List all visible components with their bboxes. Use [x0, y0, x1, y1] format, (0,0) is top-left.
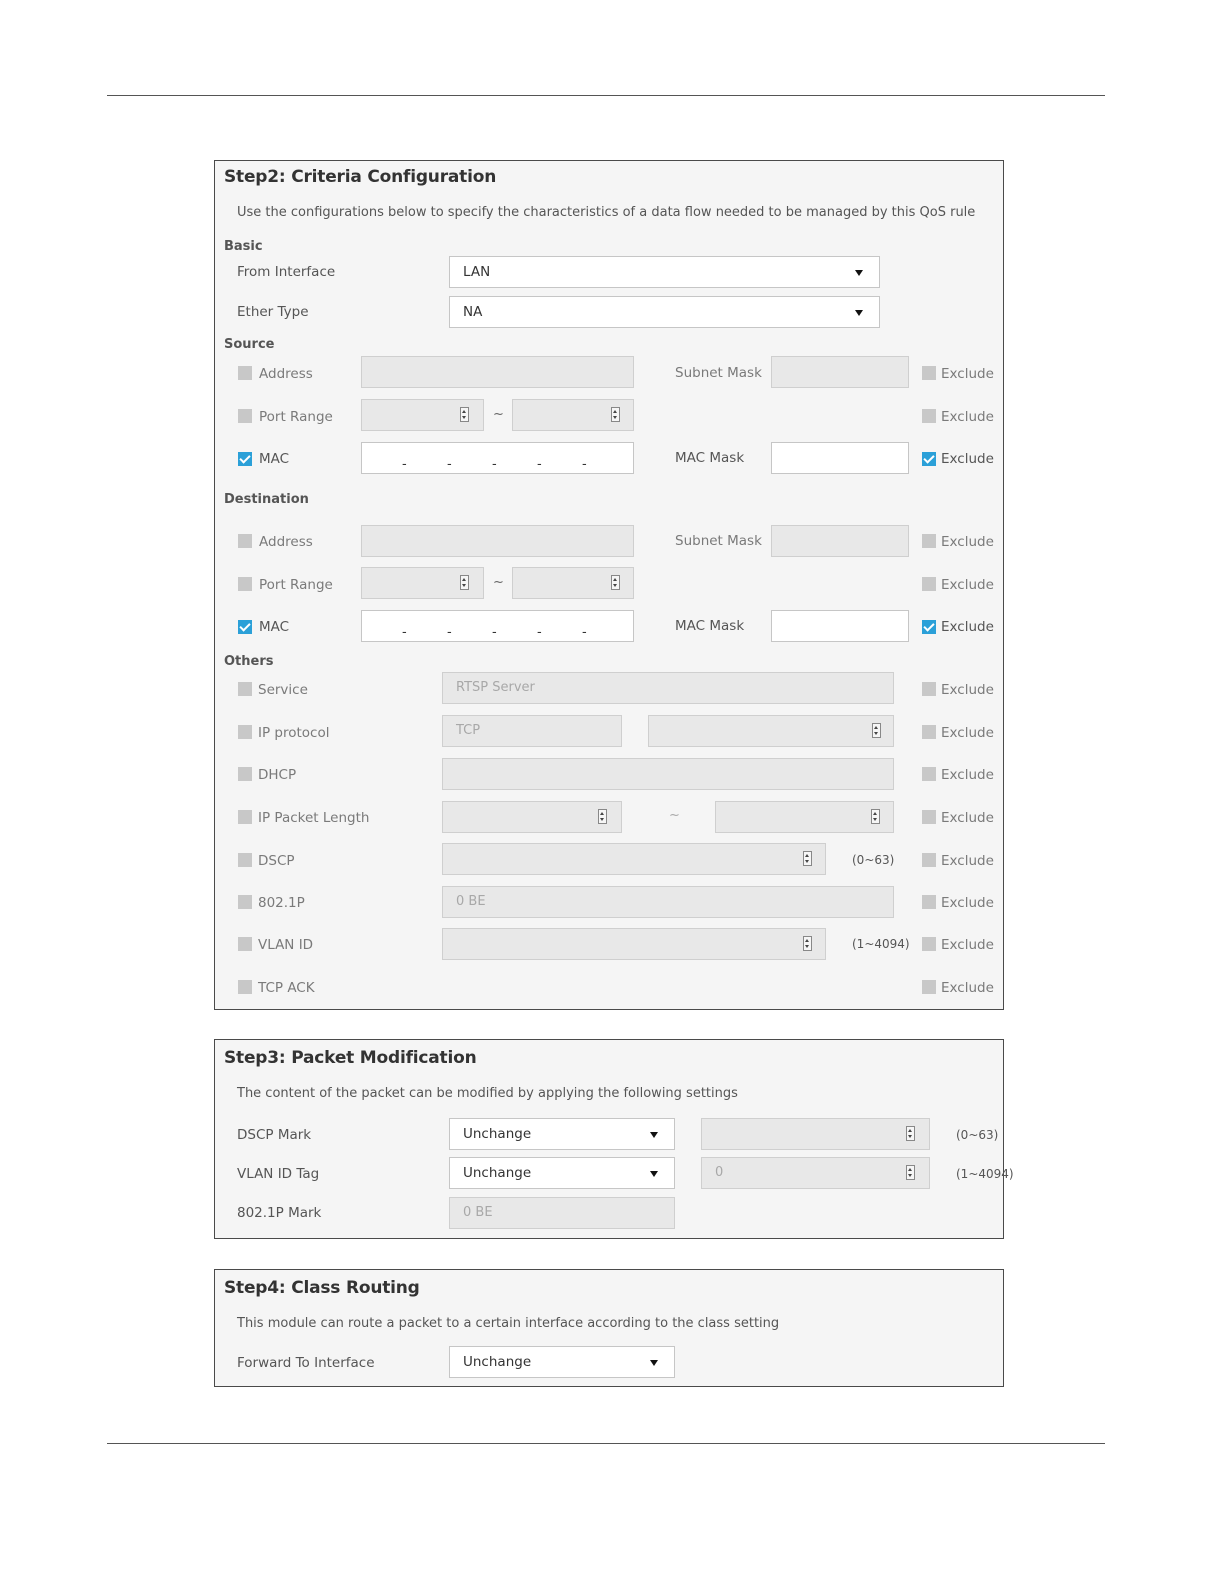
- spinner-icon[interactable]: [872, 723, 881, 738]
- tcp-ack-checkbox[interactable]: [238, 980, 252, 994]
- dscp-label: DSCP: [258, 853, 295, 869]
- dscp-mark-range: (0~63): [956, 1128, 999, 1142]
- p8021-mark-select[interactable]: [449, 1197, 675, 1229]
- step4-title: Step4: Class Routing: [224, 1278, 420, 1298]
- destination-port-range-checkbox[interactable]: [238, 577, 252, 591]
- dscp-mark-label: DSCP Mark: [237, 1127, 312, 1143]
- mac-separator: -: [402, 625, 407, 640]
- source-address-input[interactable]: [361, 356, 634, 388]
- mac-separator: -: [537, 625, 542, 640]
- mac-separator: -: [582, 625, 587, 640]
- p8021-mark-value: 0 BE: [463, 1205, 493, 1220]
- forward-to-interface-value: Unchange: [463, 1354, 532, 1370]
- p8021-value: 0 BE: [456, 894, 486, 909]
- mac-separator: -: [492, 625, 497, 640]
- destination-port-range-label: Port Range: [259, 577, 333, 593]
- destination-mac-exclude-checkbox[interactable]: [922, 620, 936, 634]
- vlan-id-label: VLAN ID: [258, 937, 314, 953]
- dscp-input[interactable]: [442, 843, 826, 875]
- ip-packet-length-checkbox[interactable]: [238, 810, 252, 824]
- step2-title: Step2: Criteria Configuration: [224, 167, 497, 187]
- destination-port-tilde: ~: [493, 575, 504, 590]
- destination-subnet-mask-label: Subnet Mask: [675, 533, 762, 549]
- source-mac-exclude-checkbox[interactable]: [922, 452, 936, 466]
- source-subnet-mask-label: Subnet Mask: [675, 365, 762, 381]
- dscp-range: (0~63): [852, 853, 895, 867]
- packet-length-separator: ~: [669, 808, 680, 823]
- source-mac-mask-label: MAC Mask: [675, 450, 745, 466]
- chevron-down-icon: [650, 1171, 658, 1177]
- spinner-icon[interactable]: [871, 809, 880, 824]
- step3-description: The content of the packet can be modified by applying the following settings: [237, 1086, 738, 1101]
- ether-type-value: NA: [463, 304, 483, 320]
- from-interface-select[interactable]: [449, 256, 880, 288]
- forward-to-interface-select[interactable]: [449, 1346, 675, 1378]
- ip-protocol-exclude-label: Exclude: [941, 725, 994, 741]
- source-mac-mask-input[interactable]: [771, 442, 909, 474]
- step3-panel: [214, 1039, 1014, 1239]
- source-subnet-mask-input[interactable]: [771, 356, 909, 388]
- p8021-select[interactable]: [442, 886, 894, 918]
- step2-description: Use the configurations below to specify the characteristics of a data flow needed to be managed by this QoS rule: [237, 205, 976, 220]
- vlan-id-tag-label: VLAN ID Tag: [237, 1166, 320, 1182]
- tcp-ack-label: TCP ACK: [258, 980, 315, 996]
- service-value: RTSP Server: [456, 680, 535, 695]
- dscp-mark-select[interactable]: [449, 1118, 675, 1150]
- ip-protocol-number-input[interactable]: [648, 715, 894, 747]
- destination-port-exclude-checkbox[interactable]: [922, 577, 936, 591]
- vlan-id-tag-select[interactable]: [449, 1157, 675, 1189]
- mac-separator: -: [582, 457, 587, 472]
- spinner-icon[interactable]: [803, 936, 812, 951]
- dscp-checkbox[interactable]: [238, 853, 252, 867]
- p8021-mark-label: 802.1P Mark: [237, 1205, 322, 1221]
- source-port-tilde: ~: [493, 407, 504, 422]
- source-port-start-input[interactable]: [361, 399, 484, 431]
- basic-heading: Basic: [224, 239, 263, 254]
- spinner-icon[interactable]: [803, 851, 812, 866]
- chevron-down-icon: [855, 270, 863, 276]
- vlan-id-tag-number: 0: [715, 1165, 724, 1180]
- dscp-exclude-checkbox[interactable]: [922, 853, 936, 867]
- dscp-mark-number-input[interactable]: [701, 1118, 930, 1150]
- others-heading: Others: [224, 654, 274, 669]
- destination-address-label: Address: [259, 534, 313, 550]
- mac-separator: -: [492, 457, 497, 472]
- chevron-down-icon: [855, 310, 863, 316]
- step3-title: Step3: Packet Modification: [224, 1048, 477, 1068]
- forward-to-interface-label: Forward To Interface: [237, 1355, 375, 1371]
- ip-packet-length-max-input[interactable]: [715, 801, 894, 833]
- chevron-down-icon: [650, 1360, 658, 1366]
- ip-packet-length-exclude-label: Exclude: [941, 810, 994, 826]
- source-address-checkbox[interactable]: [238, 366, 252, 380]
- ip-protocol-label: IP protocol: [258, 725, 330, 741]
- tcp-ack-exclude-checkbox[interactable]: [922, 980, 936, 994]
- destination-mac-input[interactable]: [361, 610, 634, 642]
- spinner-icon[interactable]: [906, 1126, 915, 1141]
- ip-protocol-exclude-checkbox[interactable]: [922, 725, 936, 739]
- vlan-id-range: (1~4094): [852, 937, 910, 951]
- p8021-exclude-label: Exclude: [941, 895, 994, 911]
- spinner-icon[interactable]: [906, 1165, 915, 1180]
- ip-protocol-select[interactable]: [442, 715, 622, 747]
- vlan-id-input[interactable]: [442, 928, 826, 960]
- destination-address-checkbox[interactable]: [238, 534, 252, 548]
- vlan-id-tag-range: (1~4094): [956, 1167, 1014, 1181]
- destination-mac-checkbox[interactable]: [238, 620, 252, 634]
- destination-heading: Destination: [224, 492, 309, 507]
- ip-packet-length-min-input[interactable]: [442, 801, 622, 833]
- mac-separator: -: [402, 457, 407, 472]
- destination-address-exclude-checkbox[interactable]: [922, 534, 936, 548]
- source-port-exclude-label: Exclude: [941, 409, 994, 425]
- p8021-exclude-checkbox[interactable]: [922, 895, 936, 909]
- destination-mac-label: MAC: [259, 619, 290, 635]
- from-interface-value: LAN: [463, 264, 491, 280]
- destination-mac-mask-label: MAC Mask: [675, 618, 745, 634]
- vlan-id-checkbox[interactable]: [238, 937, 252, 951]
- source-address-exclude-label: Exclude: [941, 366, 994, 382]
- spinner-icon[interactable]: [598, 809, 607, 824]
- source-mac-checkbox[interactable]: [238, 452, 252, 466]
- destination-mac-mask-input[interactable]: [771, 610, 909, 642]
- source-address-label: Address: [259, 366, 313, 382]
- service-select[interactable]: [442, 672, 894, 704]
- mac-separator: -: [537, 457, 542, 472]
- destination-subnet-mask-input[interactable]: [771, 525, 909, 557]
- service-checkbox[interactable]: [238, 682, 252, 696]
- destination-mac-exclude-label: Exclude: [941, 619, 994, 635]
- ip-protocol-checkbox[interactable]: [238, 725, 252, 739]
- source-port-exclude-checkbox[interactable]: [922, 409, 936, 423]
- destination-port-exclude-label: Exclude: [941, 577, 994, 593]
- destination-address-exclude-label: Exclude: [941, 534, 994, 550]
- source-port-range-checkbox[interactable]: [238, 409, 252, 423]
- dhcp-checkbox[interactable]: [238, 767, 252, 781]
- step4-panel: [214, 1269, 1004, 1387]
- service-exclude-checkbox[interactable]: [922, 682, 936, 696]
- source-address-exclude-checkbox[interactable]: [922, 366, 936, 380]
- spinner-icon[interactable]: [460, 407, 469, 422]
- vlan-id-exclude-label: Exclude: [941, 937, 994, 953]
- destination-port-end-input[interactable]: [512, 567, 634, 599]
- spinner-icon[interactable]: [611, 407, 620, 422]
- service-exclude-label: Exclude: [941, 682, 994, 698]
- ether-type-select[interactable]: [449, 296, 880, 328]
- source-port-end-input[interactable]: [512, 399, 634, 431]
- source-heading: Source: [224, 337, 275, 352]
- ip-protocol-value: TCP: [456, 723, 481, 738]
- service-label: Service: [258, 682, 308, 698]
- vlan-id-tag-number-input[interactable]: [701, 1157, 930, 1189]
- step2-panel: [214, 160, 1004, 1010]
- p8021-label: 802.1P: [258, 895, 305, 911]
- tcp-ack-exclude-label: Exclude: [941, 980, 994, 996]
- destination-port-start-input[interactable]: [361, 567, 484, 599]
- source-mac-exclude-label: Exclude: [941, 451, 994, 467]
- ether-type-label: Ether Type: [237, 304, 309, 320]
- dhcp-exclude-checkbox[interactable]: [922, 767, 936, 781]
- step4-description: This module can route a packet to a certain interface according to the class setting: [237, 1316, 780, 1331]
- spinner-icon[interactable]: [460, 575, 469, 590]
- spinner-icon[interactable]: [611, 575, 620, 590]
- mac-separator: -: [447, 625, 452, 640]
- source-mac-label: MAC: [259, 451, 290, 467]
- destination-address-input[interactable]: [361, 525, 634, 557]
- source-mac-input[interactable]: [361, 442, 634, 474]
- ip-packet-length-label: IP Packet Length: [258, 810, 370, 826]
- dhcp-input[interactable]: [442, 758, 894, 790]
- from-interface-label: From Interface: [237, 264, 336, 280]
- vlan-id-exclude-checkbox[interactable]: [922, 937, 936, 951]
- dscp-mark-value: Unchange: [463, 1126, 532, 1142]
- chevron-down-icon: [650, 1132, 658, 1138]
- ip-packet-length-exclude-checkbox[interactable]: [922, 810, 936, 824]
- dhcp-label: DHCP: [258, 767, 297, 783]
- mac-separator: -: [447, 457, 452, 472]
- dscp-exclude-label: Exclude: [941, 853, 994, 869]
- header-rule: [107, 95, 1105, 96]
- footer-rule: [107, 1443, 1105, 1444]
- p8021-checkbox[interactable]: [238, 895, 252, 909]
- dhcp-exclude-label: Exclude: [941, 767, 994, 783]
- source-port-range-label: Port Range: [259, 409, 333, 425]
- vlan-id-tag-value: Unchange: [463, 1165, 532, 1181]
